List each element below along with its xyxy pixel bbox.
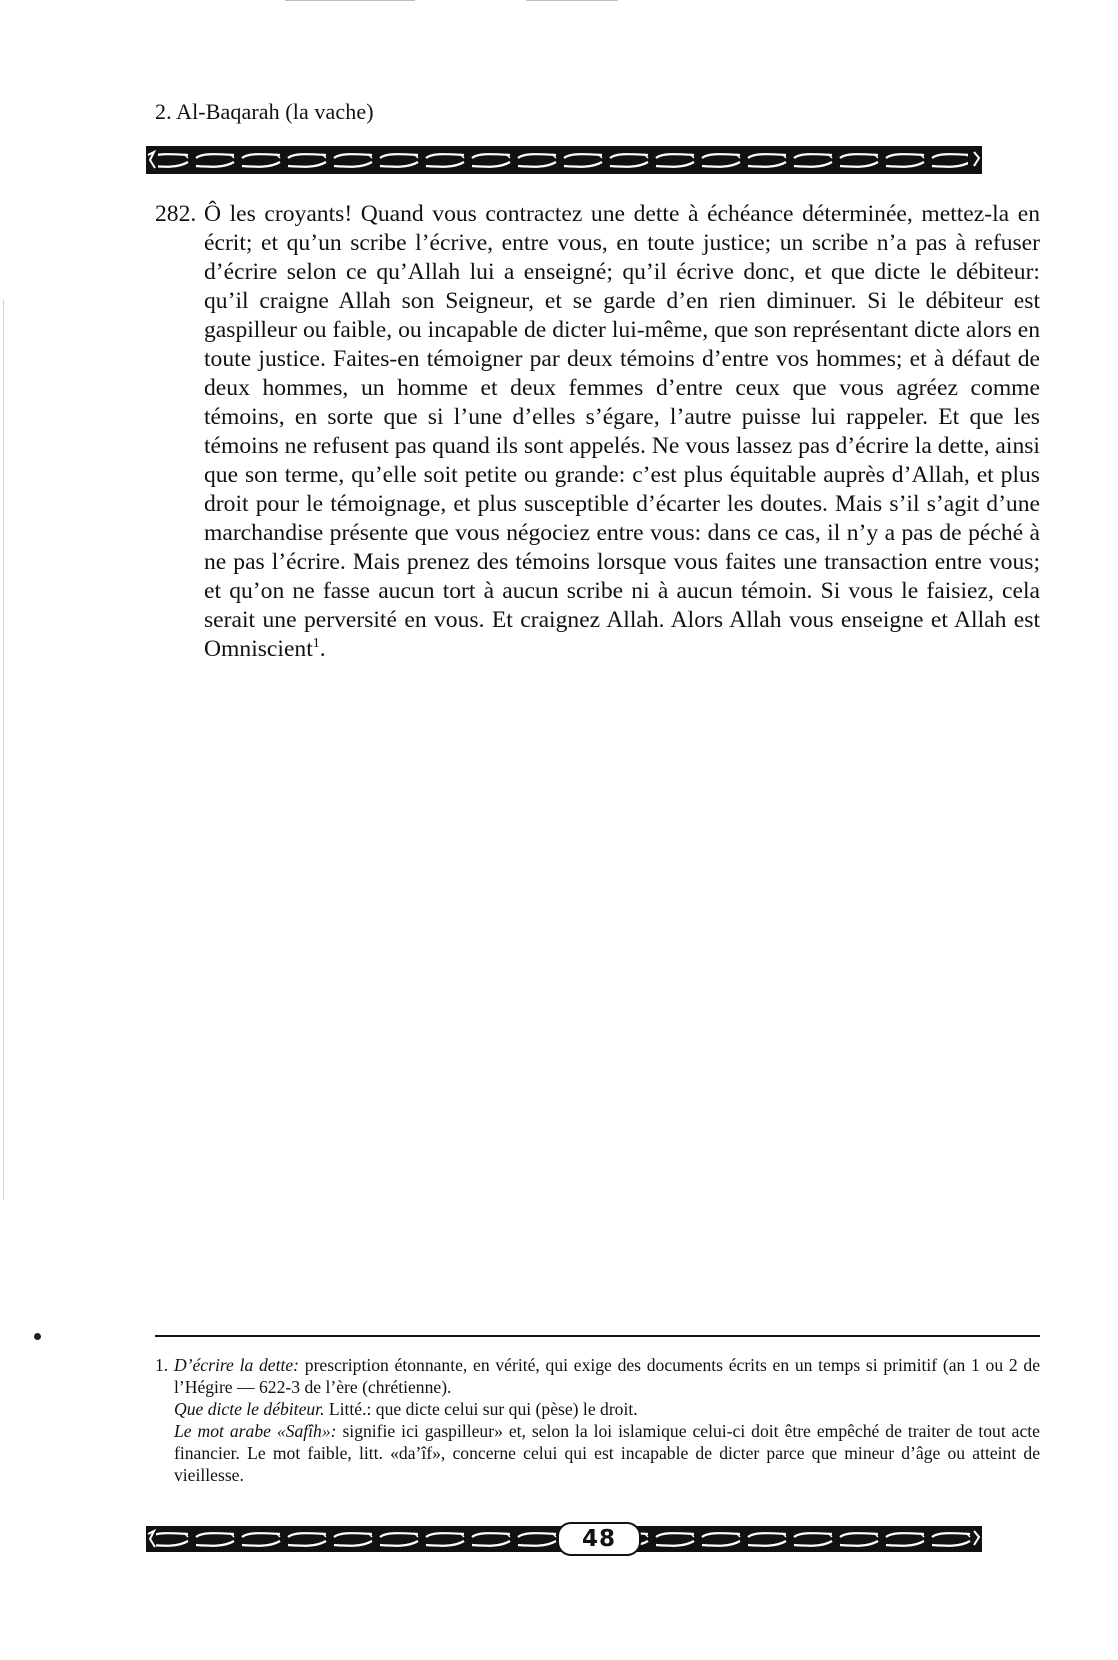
- footnote-text: Litté.: que dicte celui sur qui (pèse) le droit.: [328, 1399, 638, 1419]
- verse-number: 282.: [155, 201, 197, 227]
- margin-mark: [34, 1333, 41, 1340]
- footnote-label: D’écrire la dette:: [173, 1355, 300, 1375]
- footnote-marker: 1.: [155, 1355, 169, 1375]
- scan-artifact-line: [285, 0, 415, 1]
- verse-end-punctuation: .: [319, 636, 326, 662]
- page-number: 48: [557, 1522, 641, 1556]
- footnote-label: Le mot arabe «Safîh»:: [174, 1421, 337, 1441]
- scan-artifact-line: [526, 0, 618, 1]
- footnote-text: prescription étonnante, en vérité, qui exige des documents écrits en un temps si primitif (an 1 ou 2 de l’Hégire — 622-3 de l’ère (chrétienne).: [174, 1355, 1041, 1397]
- verse-text: Ô les croyants! Quand vous contractez une dette à échéance déterminée, mettez-la en écrit; et qu’un scribe l’écrive, entre vous, en toute justice; un scribe n’a pas à refuser d’écrire selon ce qu’Allah lui a enseigné; qu’il écrive donc, et que dicte le débiteur: qu’il craigne Allah son Seigneur, et se garde d’en rien diminuer. Si le débiteur est gaspilleur ou faible, ou incapable de dicter lui-même, que son représentant dicte alors en toute justice. Faites-en témoigner par deux témoins d’entre vos hommes; et à défaut de deux hommes, un homme et deux femmes d’entre ceux que vous agréez comme témoins, en sorte que si l’une d’elles s’égare, l’autre puisse lui rappeler. Et que les témoins ne refusent pas quand ils sont appelés. Ne vous lassez pas d’écrire la dette, ainsi que son terme, qu’elle soit petite ou grande: c’est plus équitable auprès d’Allah, et plus droit pour le témoignage, et plus susceptible d’écarter les doutes. Mais s’il s’agit d’une marchandise présente que vous négociez entre vous: dans ce cas, il n’y a pas de péché à ne pas l’écrire. Mais prenez des témoins lorsque vous faites une transaction entre vous; et qu’on ne fasse aucun tort à aucun scribe ni à aucun témoin. Si vous le faisiez, cela serait une perversité en vous. Et craignez Allah. Alors Allah vous enseigne et Allah est Omniscient: [204, 201, 1040, 662]
- footnote-separator: [155, 1335, 1040, 1337]
- footnote-1-continuation: [155, 1420, 1040, 1486]
- footnote-text: signifie ici gaspilleur» et, selon la loi islamique celui-ci doit être empêché de traiter de tout acte financier. Le mot faible, litt. «da’îf», concerne celui qui est incapable de dicter parce que mineur d’âge ou atteint de vieillesse.: [174, 1421, 1040, 1485]
- footnote-1-continuation: [155, 1398, 1040, 1420]
- verse-282: [155, 200, 1040, 664]
- footnote-1: [155, 1354, 1040, 1398]
- footnote-label: Que dicte le débiteur.: [174, 1399, 325, 1419]
- scan-margin-trace: [3, 300, 4, 1200]
- footnote-reference: 1: [312, 636, 320, 652]
- running-header: 2. Al-Baqarah (la vache): [155, 99, 374, 124]
- footnotes: [155, 1354, 1040, 1486]
- chain-pattern-icon: [146, 146, 982, 174]
- top-ornamental-border: [146, 146, 982, 174]
